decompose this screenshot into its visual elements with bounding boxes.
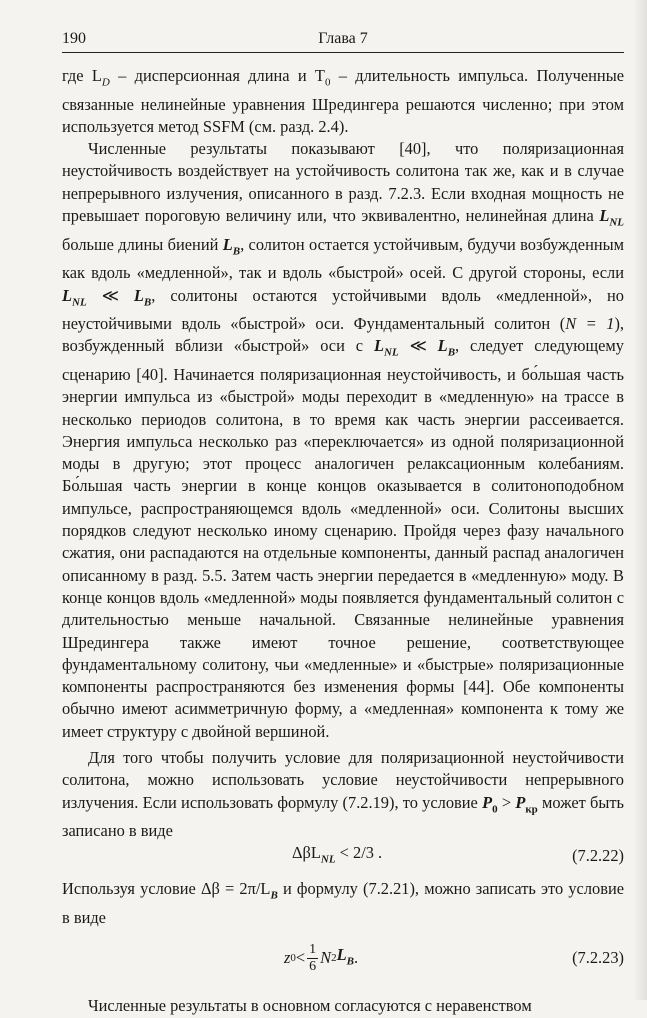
equation-7-2-23 <box>62 929 624 987</box>
page-edge-shadow <box>633 0 647 1000</box>
book-page <box>62 30 624 1018</box>
paragraph-5: Численные результаты в основном согласуются с неравенством <box>88 996 532 1016</box>
paragraph-1: где $L_D$ – дисперсионная длина и $T_0$ – длительность импульса. Полученные связанные нелинейные уравнения Шредингера решаются численно; при этом используется метод SSFM (см. разд. 2.4). <box>62 66 624 136</box>
paragraph-3: Для того чтобы получить условие для поляризационной неустойчивости солитона, можно использовать условие неустойчивости непрерывного излучения. Если использовать формулу (7.2.19), то условие $P_0 > P_{кр}$ может быть записано в виде <box>62 748 624 841</box>
paragraph-4: Используя условие $\Delta\beta = 2\pi/L_B$ и формулу (7.2.21), можно записать это условие в виде <box>62 879 624 928</box>
chapter-title: Глава 7 <box>318 30 368 47</box>
equation-formula: ΔβL$_{NL}$ < 2/3 . <box>292 843 383 866</box>
running-header <box>62 30 624 53</box>
equation-number: (7.2.23) <box>572 948 624 968</box>
equation-number: (7.2.22) <box>572 846 624 866</box>
body-text <box>62 65 624 1018</box>
fraction: $\frac{1}{6}$ <box>309 941 317 974</box>
page-number: 190 <box>62 30 86 47</box>
equation-formula: z 0 < $\frac{1}{6}$ N 2 $L_B$ . <box>284 941 359 974</box>
equation-7-2-22 <box>62 842 624 870</box>
paragraph-2: Численные результаты показывают [40], что поляризационная неустойчивость воздействует на устойчивость солитона так же, как и в случае непрерывного излучения, описанного в разд. 7.2.3. Если входная мощность не превышает пороговую величину или, что эквивалентно, нелинейная длина $L_{NL}$ больше длины биений $L_B$, солитон остается устойчивым, будучи возбужденным как вдоль «медленной», так и вдоль «быстрой» осей. С другой стороны, если $L_{NL}$ ≪ $L_B$, солитоны остаются устойчивыми вдоль «медленной», но неустойчивыми вдоль «быстрой» оси. Фундаментальный солитон (N = 1), возбужденный вблизи «быстрой» оси с $L_{NL}$ ≪ $L_B$, следует следующему сценарию [40]. Начинается поляризационная неустойчивость, и бо́льшая часть энергии импульса из «быстрой» моды переходит в «медленную» на трассе в несколько периодов солитона, в то время как часть энергии рассеивается. Энергия импульса несколько раз «переключается» из одной поляризационной моды в другую; этот процесс аналогичен релаксационным колебаниям. Бо́льшая часть энергии в конце концов оказывается в солитоноподобном импульсе, распространяющемся вдоль «медленной» оси. Солитоны высших порядков следуют несколько иному сценарию. Пройдя через фазу начального сжатия, они распадаются на отдельные компоненты, данный распад аналогичен описанному в разд. 5.5. Затем часть энергии передается в «медленную» моду. В конце концов вдоль «медленной» моды появляется фундаментальный солитон с длительностью меньше начальной. Связанные нелинейные уравнения Шредингера также имеют точное решение, соответствующее фундаментальному солитону, чьи «медленные» и «быстрые» поляризационные компоненты распространяются без изменения формы [44]. Обе компоненты обычно имеют асимметричную форму, а «медленная» компонента к тому же имеет структуру с двойной вершиной. <box>62 139 624 741</box>
